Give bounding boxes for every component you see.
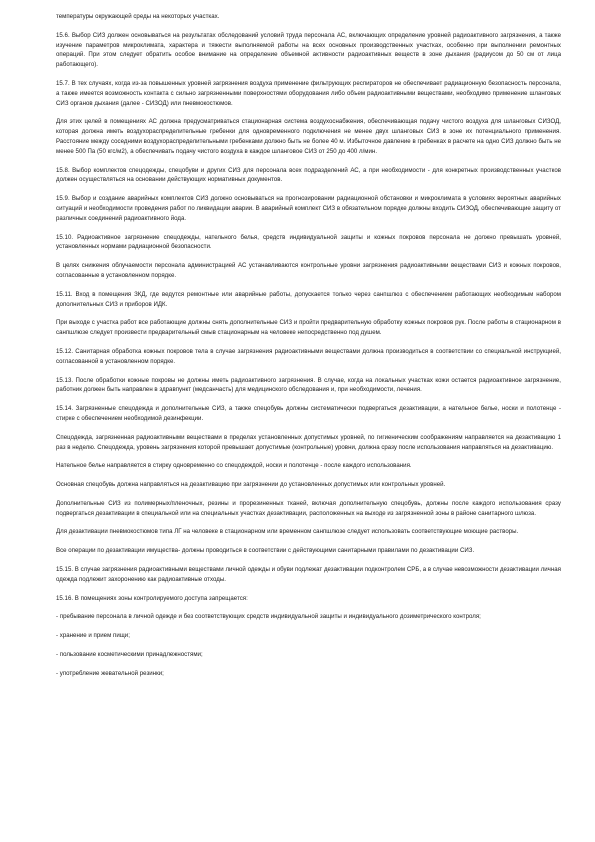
paragraph: В целях снижения облучаемости персонала администрацией АС устанавливаются контрольные уровни загрязнения радиоактивными веществами СИЗ и кожных покровов, согласованные в установленном порядке. bbox=[56, 262, 561, 279]
paragraph: Для этих целей в помещениях АС должна предусматриваться стационарная система воздухоснабжения, обеспечивающая подачу чистого воздуха для шланговых СИЗОД, которая должна иметь воздухораспределительные гребенки для одновременного подключения не менее двух шланговых СИЗ в зоне их потенциального применения. Расстояние между соседними воздухораспределительными гребенками должно быть не более 40 м. Избыточное давление в гребенках в расчете на одно СИЗ должно быть не менее 500 Па (50 кгс/м2), а обеспечивать подачу чистого воздуха в каждое шланговое СИЗ от 250 до 400 л/мин. bbox=[56, 118, 561, 155]
paragraph: 15.14. Загрязненные спецодежда и дополнительные СИЗ, а также спецобувь должны систематически подвергаться дезактивации, а нательное белье, носки и полотенце - стирке с обеспечением необходимой дезинфекции. bbox=[56, 405, 561, 422]
paragraph: 15.11. Вход в помещения ЗКД, где ведутся ремонтные или аварийные работы, допускается только через санпшлюз с обеспечением работающих необходимым набором дополнительных СИЗ и приборов ИДК. bbox=[56, 290, 561, 308]
list-item: - пребывание персонала в личной одежде и без соответствующих средств индивидуальной защиты и индивидуального дозиметрического контроля; bbox=[56, 613, 481, 621]
paragraph: Спецодежда, загрязненная радиоактивными веществами в пределах установленных допустимых уровней, по гигиеническим соображениям направляется на дезактивацию 1 раз в неделю. Спецодежда, уровень загрязнения которой превышает допустимые (контрольные) уровни, должна сразу после использования направляться на дезактивацию. bbox=[56, 433, 561, 451]
paragraph: 15.8. Выбор комплектов спецодежды, спецобуви и других СИЗ для персонала всех подразделений АС, а при необходимости - для конкретных производственных участков должен осуществляться на основании действующих нормативных документов. bbox=[56, 166, 561, 184]
paragraph: 15.16. В помещениях зоны контролируемого доступа запрещается: bbox=[56, 594, 248, 602]
list-item: - пользование косметическими принадлежностями; bbox=[56, 651, 203, 659]
paragraph: 15.7. В тех случаях, когда из-за повышенных уровней загрязнения воздуха применение фильтрующих респираторов не обеспечивает радиационную безопасность персонала, а также имеется возможность контакта с сильно загрязненными поверхностями оборудования либо объем радиоактивными веществами, необходимо применение шланговых СИЗ органов дыхания (далее - СИЗОД) или пневмокостюмов. bbox=[56, 79, 561, 107]
paragraph: 15.10. Радиоактивное загрязнение спецодежды, нательного белья, средств индивидуальной защиты и кожных покровов персонала не должно превышать уровней, установленных нормами радиационной безопасности. bbox=[56, 233, 561, 251]
paragraph: 15.13. После обработки кожные покровы не должны иметь радиоактивного загрязнения. В случае, когда на локальных участках кожи остается радиоактивное загрязнение, работник должен быть направлен в здравпункт (медсанчасть) для медицинского обследования и, при необходимости, лечения. bbox=[56, 376, 561, 394]
paragraph: 15.15. В случае загрязнения радиоактивными веществами личной одежды и обуви подлежат дезактивации подконтролем СРБ, а в случае невозможности дезактивации личная одежда подлежит захоронению как радиоактивные отходы. bbox=[56, 566, 561, 583]
list-item: - употребление жевательной резинки; bbox=[56, 669, 164, 677]
paragraph: температуры окружающей среды на некоторых участках. bbox=[56, 13, 220, 20]
paragraph: 15.12. Санитарная обработка кожных покровов тела в случае загрязнения радиоактивными веществами должна производиться в соответствии со специальной инструкцией, согласованной в установленном порядке. bbox=[56, 347, 561, 365]
paragraph: 15.9. Выбор и создание аварийных комплектов СИЗ должно основываться на прогнозировании радиационной обстановки и микроклимата в условиях вероятных аварийных ситуаций и необходимости проведения работ по ликвидации аварии. В аварийный комплект СИЗ в обязательном порядке должны входить СИЗОД, обеспечивающие защиту от различных соединений радиоактивного йода. bbox=[56, 195, 561, 222]
paragraph: Для дезактивации пневмокостюмов типа ЛГ на человеке в стационарном или временном санпшлюзе следует использовать соответствующие моющие растворы. bbox=[56, 528, 519, 536]
paragraph: При выходе с участка работ все работающие должны снять дополнительные СИЗ и пройти предварительную обработку кожных покровов рук. После работы в стационарном в санпшлюзе следует произвести предварительный смыв стационарным на человеке непосредственно под душем. bbox=[56, 319, 561, 337]
paragraph: Основная спецобувь должна направляться на дезактивацию при загрязнении до установленных допустимых или контрольных уровней. bbox=[56, 481, 446, 489]
list-item: - хранение и прием пищи; bbox=[56, 632, 130, 640]
paragraph: Нательное белье направляется в стирку одновременно со спецодеждой, носки и полотенце - после каждого использования. bbox=[56, 462, 412, 470]
paragraph: Все операции по дезактивации имущества- должны проводиться в соответствии с действующими санитарными правилами по дезактивации СИЗ. bbox=[56, 547, 475, 555]
paragraph: 15.6. Выбор СИЗ должен основываться на результатах обследований условий труда персонала АС, включающих определение уровней радиоактивного загрязнения, а также изучение параметров микроклимата, характера и тяжести выполняемой работы на всех основных производственных участках, особенно при выполнении ремонтных операций. При этом следует обратить особое внимание на определение объемной активности радиоактивных веществ в зоне дыхания (радиусом до 50 см от лица работающего). bbox=[56, 31, 561, 69]
paragraph: Дополнительные СИЗ из полимерных/пленочных, резины и прорезиненных тканей, включая дополнительную спецобувь, должны после каждого использования сразу подвергаться дезактивации в специальной или на специальных участках дезактивации, расположенных на выходе из загрязненной зоны в районе санитарного шлюза. bbox=[56, 499, 561, 517]
